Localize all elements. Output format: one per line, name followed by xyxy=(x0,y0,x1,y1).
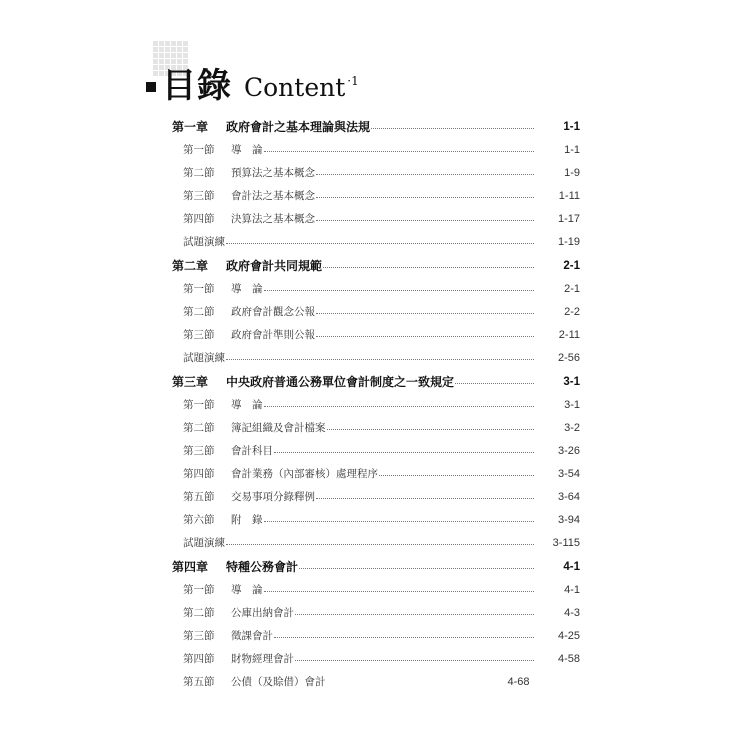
section-entry[interactable] xyxy=(172,393,580,416)
section-entry[interactable] xyxy=(172,161,580,184)
section-page: 3-1 xyxy=(564,398,580,411)
dot-leader xyxy=(264,406,535,407)
section-number: 第四節 xyxy=(183,653,215,665)
section-entry[interactable] xyxy=(172,485,580,508)
exercise-entry[interactable] xyxy=(172,346,580,369)
exercise-entry[interactable] xyxy=(172,531,580,554)
section-entry[interactable] xyxy=(172,184,580,207)
section-number: 第一節 xyxy=(183,399,215,411)
section-number: 第三節 xyxy=(183,190,215,202)
chapter-title: 政府會計共同規範 xyxy=(226,259,323,273)
section-entry[interactable] xyxy=(172,601,580,624)
exercise-title: 試題演練 xyxy=(183,352,225,364)
chapter-page: 2-1 xyxy=(563,259,580,272)
section-entry[interactable] xyxy=(172,138,580,161)
header-title-latin: Content xyxy=(244,73,346,102)
section-number: 第五節 xyxy=(183,491,215,503)
section-page: 2-2 xyxy=(564,305,580,318)
dot-leader xyxy=(323,267,534,268)
dot-leader xyxy=(316,313,534,314)
section-number: 第三節 xyxy=(183,445,215,457)
section-page: 4-25 xyxy=(557,629,580,642)
section-page: 3-2 xyxy=(564,421,580,434)
section-number: 第四節 xyxy=(183,213,215,225)
dot-leader xyxy=(299,568,534,569)
section-entry[interactable] xyxy=(172,578,580,601)
dot-leader xyxy=(274,637,534,638)
section-number: 第三節 xyxy=(183,630,215,642)
section-title: 簿記組織及會計檔案 xyxy=(231,422,326,434)
exercise-page: 3-115 xyxy=(552,536,580,549)
dot-leader xyxy=(264,591,535,592)
header-title-cjk: 目錄 xyxy=(162,66,232,106)
chapter-page: 3-1 xyxy=(563,375,580,388)
section-entry[interactable] xyxy=(172,508,580,531)
section-page: 1-17 xyxy=(557,212,580,225)
chapter-page: 1-1 xyxy=(563,120,580,133)
section-page: 3-26 xyxy=(557,444,580,457)
exercise-title: 試題演練 xyxy=(183,537,225,549)
section-entry[interactable] xyxy=(172,277,580,300)
section-page: 2-11 xyxy=(558,328,580,341)
dot-leader xyxy=(316,197,534,198)
dot-leader xyxy=(316,336,534,337)
exercise-title: 試題演練 xyxy=(183,236,225,248)
exercise-entry[interactable] xyxy=(172,230,580,253)
exercise-page: 2-56 xyxy=(557,351,580,364)
toc-header xyxy=(146,56,359,106)
section-page: 1-11 xyxy=(558,189,580,202)
section-number: 第六節 xyxy=(183,514,215,526)
section-title: 導 論 xyxy=(231,399,263,411)
dot-leader xyxy=(274,452,534,453)
exercise-page: 1-19 xyxy=(557,235,580,248)
section-entry[interactable] xyxy=(172,416,580,439)
section-page: 4-1 xyxy=(564,583,580,596)
section-page: 2-1 xyxy=(564,282,580,295)
section-number: 第一節 xyxy=(183,584,215,596)
section-title: 財物經理會計 xyxy=(231,653,294,665)
section-title: 附 錄 xyxy=(231,514,263,526)
section-page: 4-68 xyxy=(507,675,530,688)
chapter-number: 第三章 xyxy=(172,375,209,389)
section-entry[interactable] xyxy=(172,323,580,346)
section-number: 第三節 xyxy=(183,329,215,341)
dot-leader xyxy=(455,383,534,384)
section-page: 4-58 xyxy=(557,652,580,665)
section-page: 3-54 xyxy=(557,467,580,480)
section-page: 1-9 xyxy=(564,166,580,179)
dot-leader xyxy=(226,544,534,545)
section-title: 政府會計準則公報 xyxy=(231,329,315,341)
section-entry[interactable] xyxy=(172,624,580,647)
section-page: 4-3 xyxy=(564,606,580,619)
chapter-2-entry[interactable] xyxy=(172,254,580,277)
chapter-number: 第一章 xyxy=(172,120,209,134)
section-page: 1-1 xyxy=(564,143,580,156)
section-entry[interactable] xyxy=(172,670,580,693)
dot-leader xyxy=(295,614,534,615)
chapter-4-entry[interactable] xyxy=(172,555,580,578)
chapter-title: 政府會計之基本理論與法規 xyxy=(226,120,371,134)
section-page: 3-94 xyxy=(557,513,580,526)
chapter-title: 中央政府普通公務單位會計制度之一致規定 xyxy=(226,375,455,389)
section-number: 第四節 xyxy=(183,468,215,480)
section-page: 3-64 xyxy=(557,490,580,503)
section-title: 導 論 xyxy=(231,144,263,156)
dot-leader xyxy=(327,429,535,430)
section-title: 導 論 xyxy=(231,584,263,596)
dot-leader xyxy=(316,174,534,175)
header-bullet xyxy=(146,82,156,92)
section-number: 第一節 xyxy=(183,144,215,156)
section-title: 公債（及賒借）會計 xyxy=(231,676,326,688)
dot-leader xyxy=(316,498,534,499)
section-title: 徵課會計 xyxy=(231,630,273,642)
section-entry[interactable] xyxy=(172,300,580,323)
section-entry[interactable] xyxy=(172,439,580,462)
header-page-marker: ·1 xyxy=(347,74,359,88)
dot-leader xyxy=(316,220,534,221)
section-title: 導 論 xyxy=(231,283,263,295)
dot-leader xyxy=(379,475,534,476)
section-number: 第二節 xyxy=(183,607,215,619)
chapter-1-entry[interactable] xyxy=(172,115,580,138)
section-title: 交易事項分錄釋例 xyxy=(231,491,315,503)
chapter-number: 第四章 xyxy=(172,560,209,574)
section-title: 會計法之基本概念 xyxy=(231,190,315,202)
section-number: 第一節 xyxy=(183,283,215,295)
section-entry[interactable] xyxy=(172,647,580,670)
chapter-page: 4-1 xyxy=(563,560,580,573)
section-entry[interactable] xyxy=(172,207,580,230)
dot-leader xyxy=(371,128,534,129)
section-number: 第二節 xyxy=(183,167,215,179)
section-entry[interactable] xyxy=(172,462,580,485)
dot-leader xyxy=(226,243,534,244)
dot-leader xyxy=(264,151,535,152)
section-title: 公庫出納會計 xyxy=(231,607,294,619)
section-title: 政府會計觀念公報 xyxy=(231,306,315,318)
table-of-contents xyxy=(172,115,580,693)
section-title: 預算法之基本概念 xyxy=(231,167,315,179)
dot-leader xyxy=(264,521,535,522)
section-title: 決算法之基本概念 xyxy=(231,213,315,225)
dot-leader xyxy=(264,290,535,291)
section-number: 第二節 xyxy=(183,422,215,434)
dot-leader xyxy=(295,660,534,661)
section-number: 第五節 xyxy=(183,676,215,688)
section-number: 第二節 xyxy=(183,306,215,318)
chapter-title: 特種公務會計 xyxy=(226,560,299,574)
section-title: 會計業務（內部審核）處理程序 xyxy=(231,468,378,480)
section-title: 會計科目 xyxy=(231,445,273,457)
chapter-3-entry[interactable] xyxy=(172,370,580,393)
dot-leader xyxy=(226,359,534,360)
chapter-number: 第二章 xyxy=(172,259,209,273)
